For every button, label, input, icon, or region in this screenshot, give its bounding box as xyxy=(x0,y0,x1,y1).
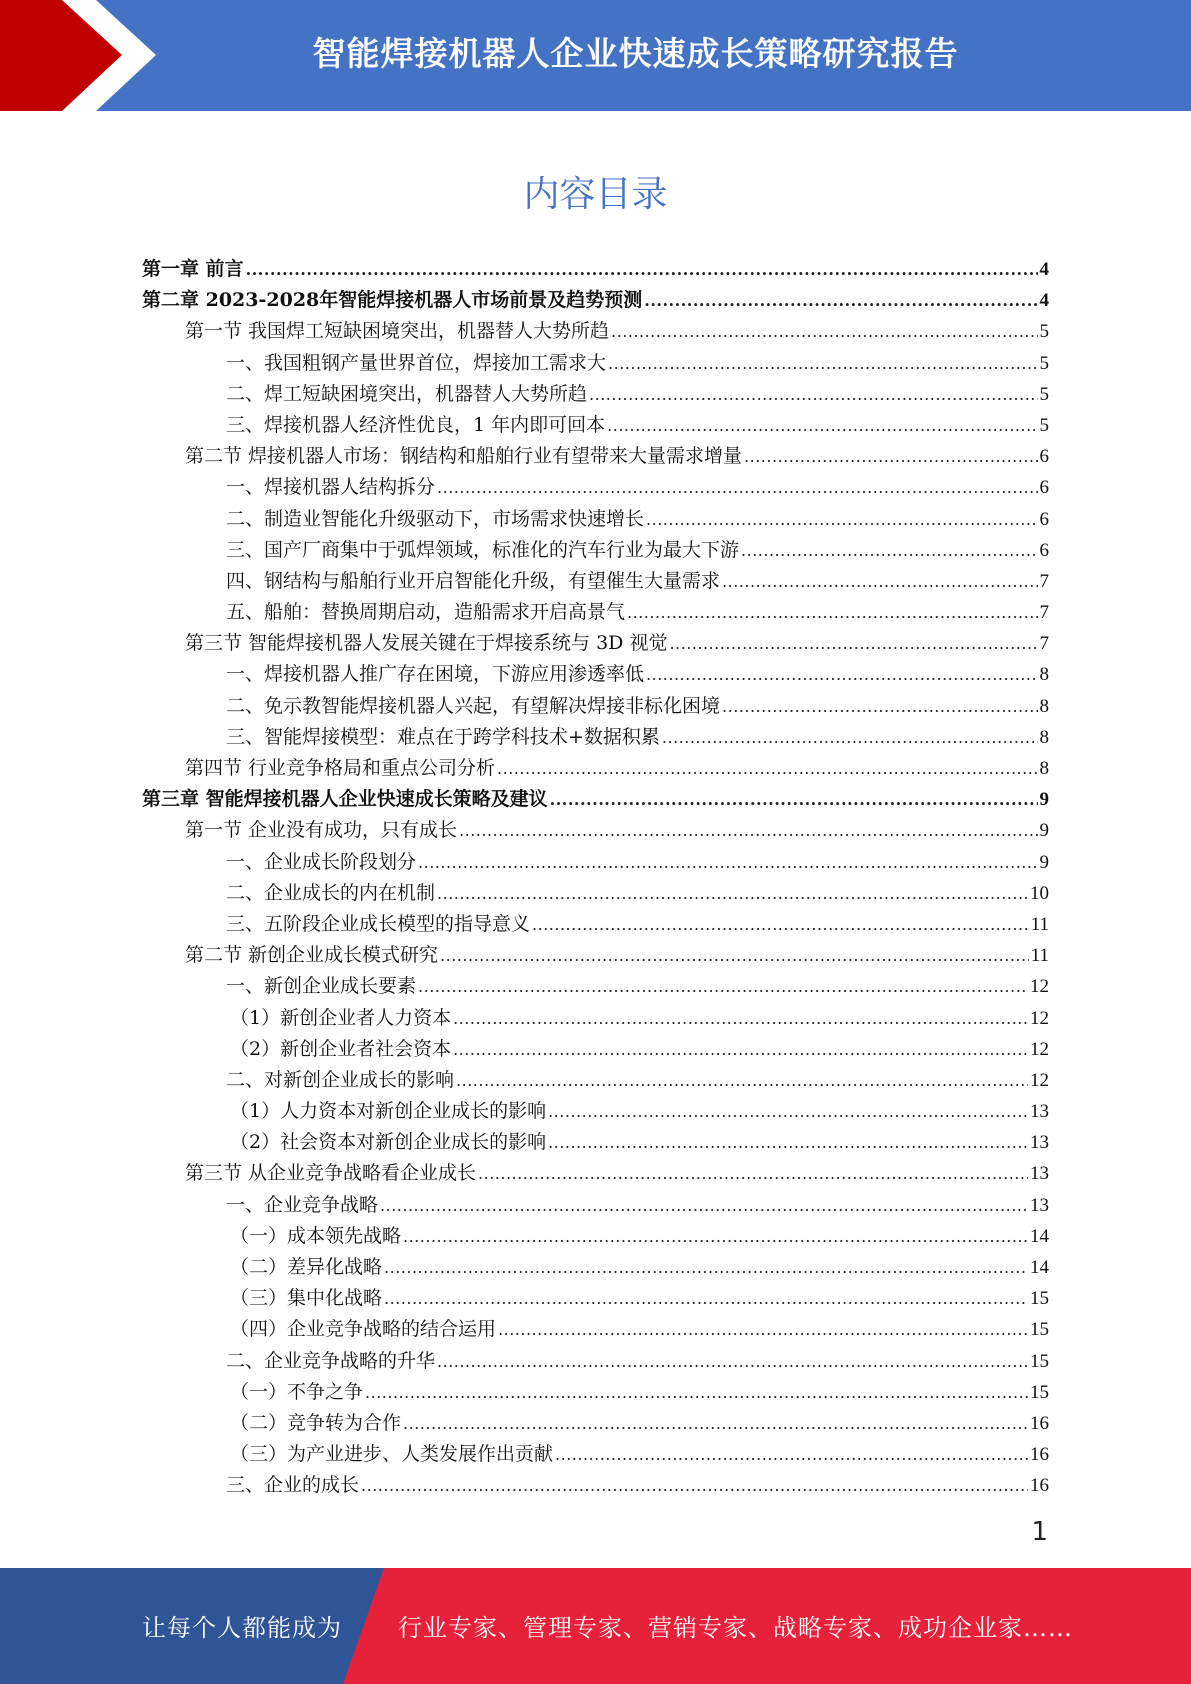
toc-page-number: 7 xyxy=(1039,602,1049,624)
toc-entry-text: 二、对新创企业成长的影响 xyxy=(226,1068,455,1091)
toc-entry[interactable] xyxy=(142,254,1049,285)
toc-dot-leader xyxy=(608,348,1037,379)
toc-dot-leader xyxy=(607,410,1037,441)
toc-entry-text: 五、船舶：替换周期启动，造船需求开启高景气 xyxy=(226,601,626,624)
toc-page-number: 16 xyxy=(1030,1444,1049,1466)
toc-entry[interactable] xyxy=(142,1408,1049,1439)
toc-page-number: 12 xyxy=(1030,1069,1049,1091)
toc-entry-text: 一、焊接机器人结构拆分 xyxy=(226,476,436,499)
toc-entry[interactable] xyxy=(142,1158,1049,1189)
toc-dot-leader xyxy=(646,659,1037,690)
toc-dot-leader xyxy=(744,441,1037,472)
toc-entry-text: 第二章 2023-2028年智能焊接机器人市场前景及趋势预测 xyxy=(142,289,643,312)
footer-slogan-left: 让每个人都能成为 xyxy=(142,1614,342,1642)
toc-page-number: 15 xyxy=(1030,1288,1049,1310)
toc-dot-leader xyxy=(548,1127,1028,1158)
toc-dot-leader xyxy=(646,504,1037,535)
toc-entry[interactable] xyxy=(142,1377,1049,1408)
toc-page-number: 9 xyxy=(1039,851,1049,873)
toc-entry-text: 第三节 智能焊接机器人发展关键在于焊接系统与 3D 视觉 xyxy=(185,632,668,655)
toc-page-number: 12 xyxy=(1030,1007,1049,1029)
toc-dot-leader xyxy=(403,1408,1028,1439)
toc-page-number: 9 xyxy=(1039,789,1049,811)
toc-dot-leader xyxy=(384,1283,1028,1314)
toc-entry[interactable] xyxy=(142,1252,1049,1283)
toc-entry-text: 二、焊工短缺困境突出，机器替人大势所趋 xyxy=(226,382,588,405)
toc-entry-text: 三、国产厂商集中于弧焊领域，标准化的汽车行业为最大下游 xyxy=(226,538,740,561)
toc-page-number: 14 xyxy=(1030,1257,1049,1278)
toc-entry[interactable] xyxy=(142,1096,1049,1127)
toc-entry-text: （1）新创企业者人力资本 xyxy=(230,1006,452,1029)
toc-dot-leader xyxy=(627,597,1037,628)
toc-dot-leader xyxy=(418,971,1028,1002)
toc-entry-text: （四）企业竞争战略的结合运用 xyxy=(230,1318,497,1341)
toc-page-number: 6 xyxy=(1039,446,1049,468)
toc-entry-text: 一、企业竞争战略 xyxy=(226,1193,379,1216)
toc-entry[interactable] xyxy=(142,1221,1049,1252)
toc-page-number: 5 xyxy=(1039,414,1049,436)
toc-entry[interactable] xyxy=(142,784,1049,815)
toc-entry-text: 三、企业的成长 xyxy=(226,1474,360,1497)
toc-entry-text: 一、焊接机器人推广存在困境，下游应用渗透率低 xyxy=(226,663,645,686)
toc-entry[interactable] xyxy=(142,971,1049,1002)
toc-entry-text: （一）不争之争 xyxy=(230,1380,364,1403)
toc-entry-text: 三、五阶段企业成长模型的指导意义 xyxy=(226,912,531,935)
toc-entry[interactable] xyxy=(142,753,1049,784)
toc-entry[interactable] xyxy=(142,1314,1049,1345)
toc-entry[interactable] xyxy=(142,348,1049,379)
toc-entry[interactable] xyxy=(142,1034,1049,1065)
toc-entry[interactable] xyxy=(142,285,1049,316)
toc-page-number: 13 xyxy=(1030,1101,1049,1123)
toc-page-number: 16 xyxy=(1030,1475,1049,1497)
toc-dot-leader xyxy=(644,285,1037,316)
toc-entry-text: （三）为产业进步、人类发展作出贡献 xyxy=(230,1443,554,1466)
toc-page-number: 9 xyxy=(1039,820,1049,842)
toc-heading: 内容目录 xyxy=(523,174,668,215)
toc-dot-leader xyxy=(437,1346,1028,1377)
toc-page-number: 5 xyxy=(1039,383,1049,405)
toc-entry-text: 一、我国粗钢产量世界首位，焊接加工需求大 xyxy=(226,351,607,374)
toc-dot-leader xyxy=(532,909,1029,940)
toc-entry[interactable] xyxy=(142,1190,1049,1221)
toc-entry-text: 四、钢结构与船舶行业开启智能化升级，有望催生大量需求 xyxy=(226,569,721,592)
toc-page-number: 7 xyxy=(1039,633,1049,655)
toc-entry[interactable] xyxy=(142,379,1049,410)
toc-dot-leader xyxy=(246,254,1038,285)
toc-page-number: 8 xyxy=(1039,758,1049,779)
toc-dot-leader xyxy=(611,316,1037,347)
page-number: 1 xyxy=(1031,1517,1048,1547)
toc-page-number: 11 xyxy=(1030,913,1049,935)
toc-entry[interactable] xyxy=(142,691,1049,722)
toc-entry[interactable] xyxy=(142,566,1049,597)
toc-dot-leader xyxy=(662,722,1038,753)
toc-page-number: 13 xyxy=(1030,1163,1049,1185)
toc-entry[interactable] xyxy=(142,878,1049,909)
toc-entry-text: （二）竞争转为合作 xyxy=(230,1411,402,1434)
report-title: 智能焊接机器人企业快速成长策略研究报告 xyxy=(312,34,959,73)
toc-dot-leader xyxy=(456,1065,1028,1096)
footer-banner xyxy=(0,1568,1191,1684)
toc-page-number: 4 xyxy=(1039,259,1049,280)
toc-dot-leader xyxy=(384,1252,1028,1283)
toc-dot-leader xyxy=(722,566,1037,597)
toc-entry[interactable] xyxy=(142,1283,1049,1314)
toc-entry[interactable] xyxy=(142,940,1049,971)
toc-dot-leader xyxy=(380,1190,1028,1221)
toc-entry[interactable] xyxy=(142,1127,1049,1158)
toc-dot-leader xyxy=(498,1314,1028,1345)
toc-page-number: 4 xyxy=(1039,290,1049,312)
toc-entry[interactable] xyxy=(142,815,1049,846)
toc-entry-text: （2）社会资本对新创企业成长的影响 xyxy=(230,1131,547,1154)
toc-entry[interactable] xyxy=(142,659,1049,690)
toc-page-number: 8 xyxy=(1039,664,1049,686)
toc-page-number: 13 xyxy=(1030,1132,1049,1154)
toc-entry-text: 第四节 行业竞争格局和重点公司分析 xyxy=(185,757,496,779)
toc-dot-leader xyxy=(437,472,1037,503)
toc-page-number: 8 xyxy=(1039,726,1049,748)
toc-dot-leader xyxy=(741,535,1037,566)
toc-dot-leader xyxy=(418,847,1037,878)
toc-entry[interactable] xyxy=(142,1003,1049,1034)
toc-page-number: 5 xyxy=(1039,321,1049,343)
toc-page-number: 16 xyxy=(1030,1412,1049,1434)
toc-entry[interactable] xyxy=(142,504,1049,535)
toc-entry[interactable] xyxy=(142,316,1049,347)
toc-page-number: 15 xyxy=(1030,1381,1049,1403)
footer-slogan-right: 行业专家、管理专家、营销专家、战略专家、成功企业家…… xyxy=(398,1614,1073,1642)
toc-entry-text: （一）成本领先战略 xyxy=(230,1224,402,1247)
toc-entry-text: 第一节 我国焊工短缺困境突出，机器替人大势所趋 xyxy=(185,320,610,343)
toc-entry[interactable] xyxy=(142,472,1049,503)
toc-dot-leader xyxy=(497,753,1037,784)
toc-entry-text: 一、新创企业成长要素 xyxy=(226,975,417,998)
toc-entry-text: 第三章 智能焊接机器人企业快速成长策略及建议 xyxy=(142,788,548,811)
toc-dot-leader xyxy=(550,784,1038,815)
toc-page-number: 12 xyxy=(1030,1038,1049,1060)
toc-dot-leader xyxy=(669,628,1037,659)
toc-page-number: 15 xyxy=(1030,1350,1049,1372)
toc-entry-text: （1）人力资本对新创企业成长的影响 xyxy=(230,1100,547,1123)
toc-page-number: 8 xyxy=(1039,695,1049,717)
toc-dot-leader xyxy=(453,1034,1028,1065)
table-of-contents xyxy=(142,254,1049,1502)
toc-entry-text: 第二节 焊接机器人市场：钢结构和船舶行业有望带来大量需求增量 xyxy=(185,445,743,468)
toc-entry-text: 第一节 企业没有成功，只有成长 xyxy=(185,819,458,842)
toc-entry[interactable] xyxy=(142,1470,1049,1501)
toc-entry[interactable] xyxy=(142,597,1049,628)
toc-entry-text: 二、免示教智能焊接机器人兴起，有望解决焊接非标化困境 xyxy=(226,694,721,717)
toc-entry-text: 三、焊接机器人经济性优良，1 年内即可回本 xyxy=(226,413,606,436)
toc-page-number: 5 xyxy=(1039,352,1049,374)
toc-dot-leader xyxy=(453,1003,1028,1034)
toc-entry[interactable] xyxy=(142,1346,1049,1377)
toc-page-number: 13 xyxy=(1030,1194,1049,1216)
toc-dot-leader xyxy=(365,1377,1028,1408)
toc-page-number: 12 xyxy=(1030,976,1049,998)
toc-dot-leader xyxy=(459,815,1037,846)
toc-dot-leader xyxy=(437,878,1028,909)
toc-dot-leader xyxy=(440,940,1029,971)
toc-entry[interactable] xyxy=(142,441,1049,472)
toc-page-number: 6 xyxy=(1039,477,1049,499)
toc-entry-text: 二、企业成长的内在机制 xyxy=(226,881,436,904)
toc-dot-leader xyxy=(548,1096,1028,1127)
toc-page-number: 10 xyxy=(1030,882,1049,904)
toc-dot-leader xyxy=(555,1439,1028,1470)
toc-entry-text: 二、制造业智能化升级驱动下，市场需求快速增长 xyxy=(226,507,645,530)
toc-entry-text: 第三节 从企业竞争战略看企业成长 xyxy=(185,1162,477,1185)
toc-entry[interactable] xyxy=(142,628,1049,659)
toc-page-number: 11 xyxy=(1030,945,1049,967)
toc-entry[interactable] xyxy=(142,909,1049,940)
toc-entry[interactable] xyxy=(142,535,1049,566)
toc-page-number: 6 xyxy=(1039,539,1049,561)
toc-entry-text: （二）差异化战略 xyxy=(230,1256,383,1278)
toc-entry-text: 一、企业成长阶段划分 xyxy=(226,850,417,873)
toc-dot-leader xyxy=(403,1221,1028,1252)
toc-dot-leader xyxy=(722,691,1037,722)
toc-entry-text: （三）集中化战略 xyxy=(230,1287,383,1310)
toc-entry[interactable] xyxy=(142,1065,1049,1096)
toc-entry-text: 三、智能焊接模型：难点在于跨学科技术+数据积累 xyxy=(226,725,660,748)
toc-entry-text: （2）新创企业者社会资本 xyxy=(230,1037,452,1060)
toc-entry-text: 二、企业竞争战略的升华 xyxy=(226,1349,436,1372)
toc-entry[interactable] xyxy=(142,722,1049,753)
toc-entry[interactable] xyxy=(142,1439,1049,1470)
toc-entry-text: 第二节 新创企业成长模式研究 xyxy=(185,944,439,967)
toc-dot-leader xyxy=(361,1470,1028,1501)
toc-dot-leader xyxy=(478,1158,1028,1189)
toc-page-number: 6 xyxy=(1039,508,1049,530)
toc-dot-leader xyxy=(589,379,1037,410)
toc-page-number: 7 xyxy=(1039,570,1049,592)
toc-entry[interactable] xyxy=(142,410,1049,441)
toc-entry-text: 第一章 前言 xyxy=(142,258,244,280)
toc-page-number: 14 xyxy=(1030,1225,1049,1247)
header-banner xyxy=(0,0,1191,111)
toc-page-number: 15 xyxy=(1030,1319,1049,1341)
toc-entry[interactable] xyxy=(142,847,1049,878)
